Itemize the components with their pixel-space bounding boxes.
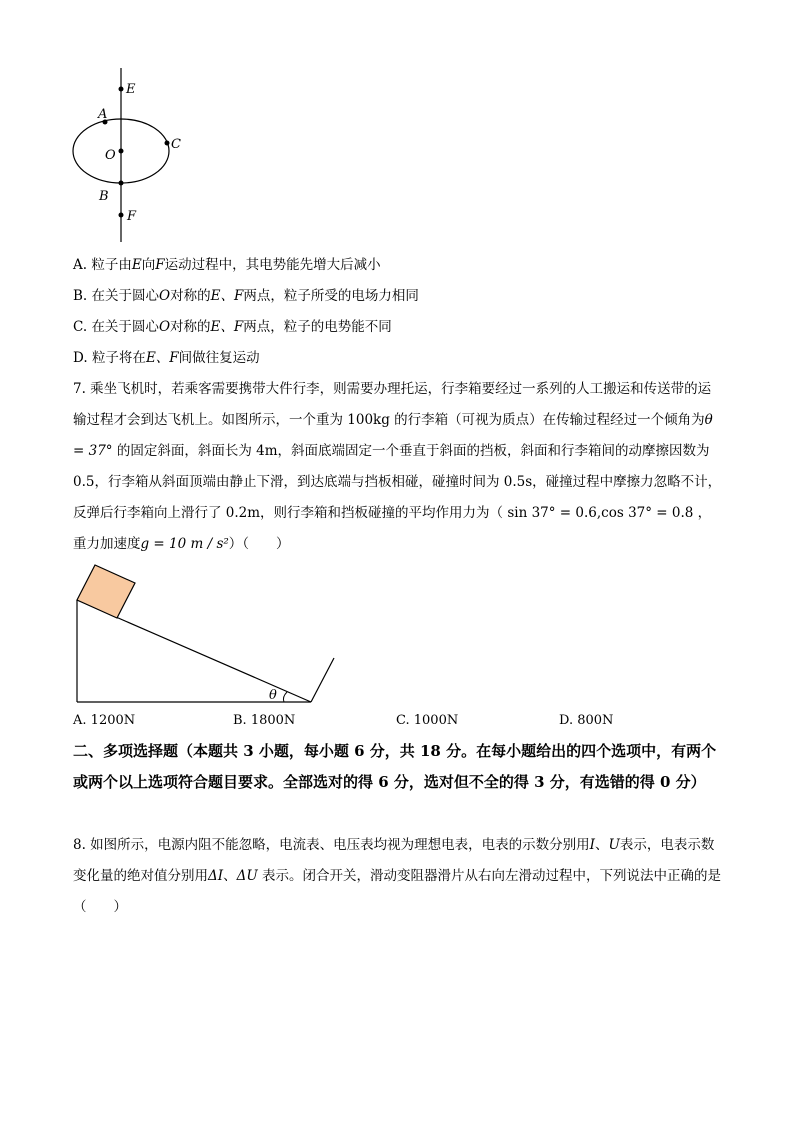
- q7-option-a: A. 1200N: [73, 713, 136, 728]
- point-e: [119, 87, 124, 92]
- angle-arc: [283, 692, 287, 702]
- incline-figure: [70, 558, 350, 710]
- label-o: O: [105, 148, 116, 163]
- label-f: F: [127, 209, 137, 224]
- label-e: E: [126, 82, 136, 97]
- point-o: [119, 149, 124, 154]
- label-b: B: [99, 189, 109, 204]
- q6-option-d: D. 粒子将在E、F间做往复运动: [73, 350, 260, 366]
- point-c: [165, 141, 170, 146]
- q6-option-b: B. 在关于圆心O对称的E、F两点，粒子所受的电场力相同: [73, 288, 419, 304]
- label-c: C: [171, 137, 181, 152]
- q7-option-d: D. 800N: [559, 713, 614, 728]
- barrier-plate: [311, 658, 334, 702]
- luggage-box: [77, 565, 135, 618]
- question-7-text: 7. 乘坐飞机时，若乘客需要携带大件行李，则需要办理托运，行李箱要经过一系列的人工搬运和传送带的运输过程才会到达飞机上。如图所示，一个重为 100kg 的行李箱（可视为质点）在传输过程经过一个倾角为θ = 37° 的固定斜面，斜面长为 4m，斜面底端固定一个垂直于斜面的挡板，斜面和行李箱间的动摩擦因数为 0.5，行李箱从斜面顶端由静止下滑，到达底端与挡板相碰，碰撞时间为 0.5s，碰撞过程中摩擦力忽略不计，反弹后行李箱向上滑行了 0.2m，则行李箱和挡板碰撞的平均作用力为（ sin 37° = 0.6,cos 37° = 0.8 ，重力加速度g = 10 m / s²）（ ）: [73, 381, 722, 552]
- circle-field-figure: [60, 62, 200, 248]
- q7-option-c: C. 1000N: [396, 713, 459, 728]
- q6-option-c: C. 在关于圆心O对称的E、F两点，粒子的电势能不同: [73, 319, 392, 335]
- point-b: [119, 181, 124, 186]
- question-8-text: 8. 如图所示，电源内阻不能忽略，电流表、电压表均视为理想电表，电表的示数分别用I、U表示，电表示数变化量的绝对值分别用ΔI、ΔU 表示。闭合开关，滑动变阻器滑片从右向左滑动过程中，下列说法中正确的是（ ）: [73, 837, 722, 915]
- theta-label: θ: [269, 688, 277, 703]
- q6-option-a: A. 粒子由E向F运动过程中，其电势能先增大后减小: [73, 257, 381, 273]
- point-f: [119, 213, 124, 218]
- section-2-heading: 二、多项选择题（本题共 3 小题，每小题 6 分，共 18 分。在每小题给出的四个选项中，有两个或两个以上选项符合题目要求。全部选对的得 6 分，选对但不全的得 3 分，有选错的得 0 分）: [73, 742, 717, 791]
- label-a: A: [98, 107, 108, 122]
- q7-option-b: B. 1800N: [233, 713, 296, 728]
